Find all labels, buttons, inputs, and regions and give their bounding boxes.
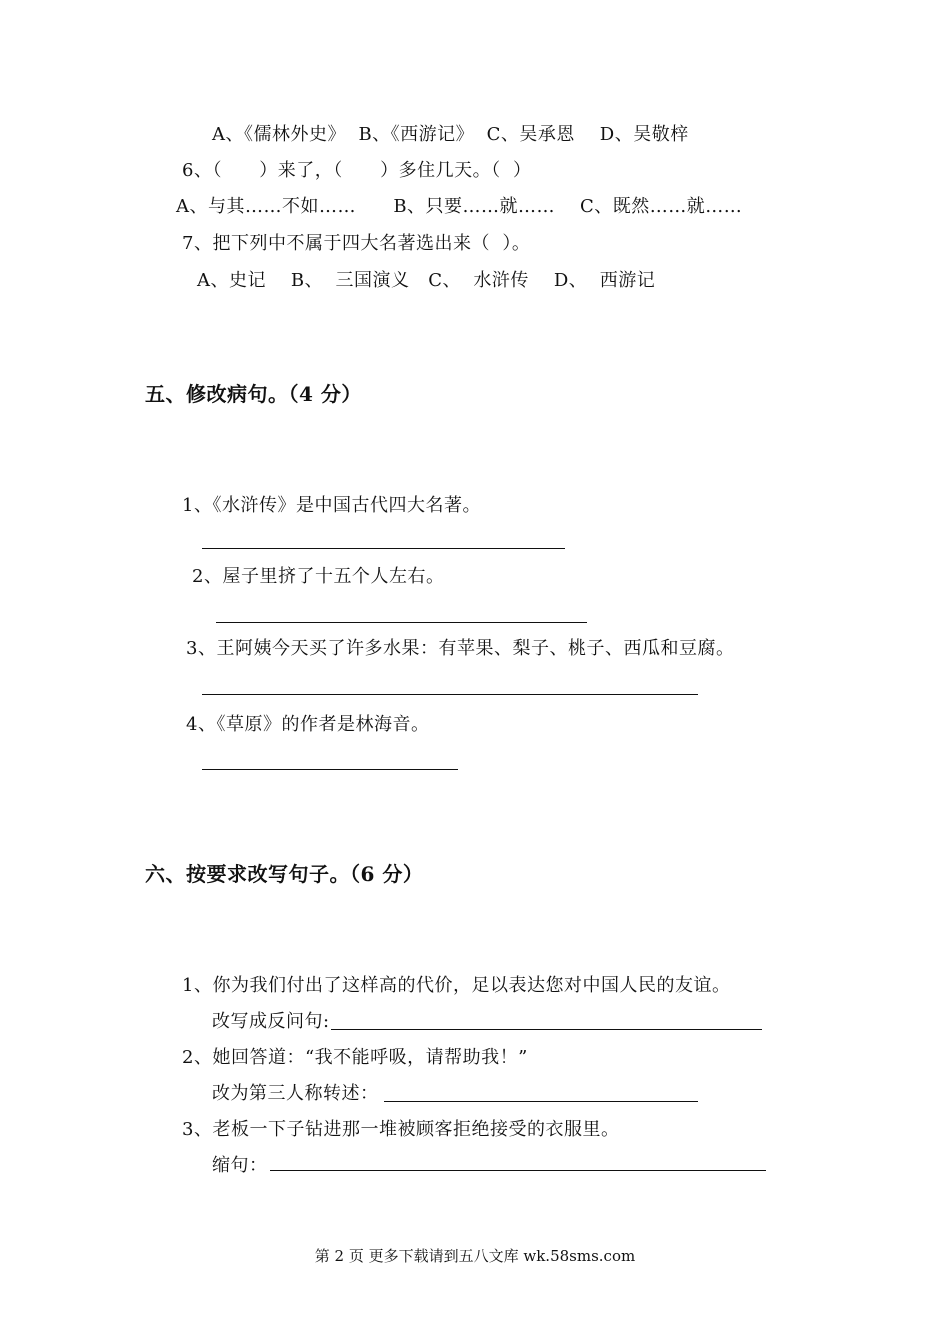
section6-q3-prompt: 缩句： [212,1155,268,1176]
section5-item-1: 1、《水浒传》是中国古代四大名著。 [182,495,481,516]
section6-q3-stem: 3、老板一下子钻进那一堆被顾客拒绝接受的衣服里。 [182,1119,620,1140]
q7-options: A、史记 B、 三国演义 C、 水浒传 D、 西游记 [197,270,656,291]
answer-line-5-3[interactable] [202,694,698,695]
answer-line-6-2[interactable] [384,1101,698,1102]
section5-item-3: 3、王阿姨今天买了许多水果：有苹果、梨子、桃子、西瓜和豆腐。 [186,638,735,659]
answer-line-5-4[interactable] [202,769,458,770]
answer-line-6-1[interactable] [331,1029,762,1030]
section6-q2-stem: 2、她回答道：“我不能呼吸，请帮助我！” [182,1047,528,1068]
answer-line-5-2[interactable] [216,622,587,623]
section5-item-2: 2、屋子里挤了十五个人左右。 [192,566,445,587]
answer-line-6-3[interactable] [270,1170,766,1171]
page-footer: 第 2 页 更多下载请到五八文库 wk.58sms.com [314,1247,636,1265]
section6-title: 六、按要求改写句子。（6 分） [145,862,424,886]
q5-options: A、《儒林外史》 B、《西游记》 C、吴承恩 D、吴敬梓 [212,124,689,145]
q7-stem: 7、把下列中不属于四大名著选出来（ ）。 [182,233,531,254]
q6-stem: 6、（ ）来了，（ ）多住几天。（ ） [182,160,532,181]
answer-line-5-1[interactable] [202,548,565,549]
section5-item-4: 4、《草原》的作者是林海音。 [186,714,430,735]
q6-options: A、与其……不如…… B、只要……就…… C、既然……就…… [176,196,743,217]
section6-q2-prompt: 改为第三人称转述： [212,1083,379,1104]
section6-q1-prompt: 改写成反问句: [212,1011,330,1032]
section5-title: 五、修改病句。（4 分） [145,382,362,406]
section6-q1-stem: 1、你为我们付出了这样高的代价，足以表达您对中国人民的友谊。 [182,975,731,996]
